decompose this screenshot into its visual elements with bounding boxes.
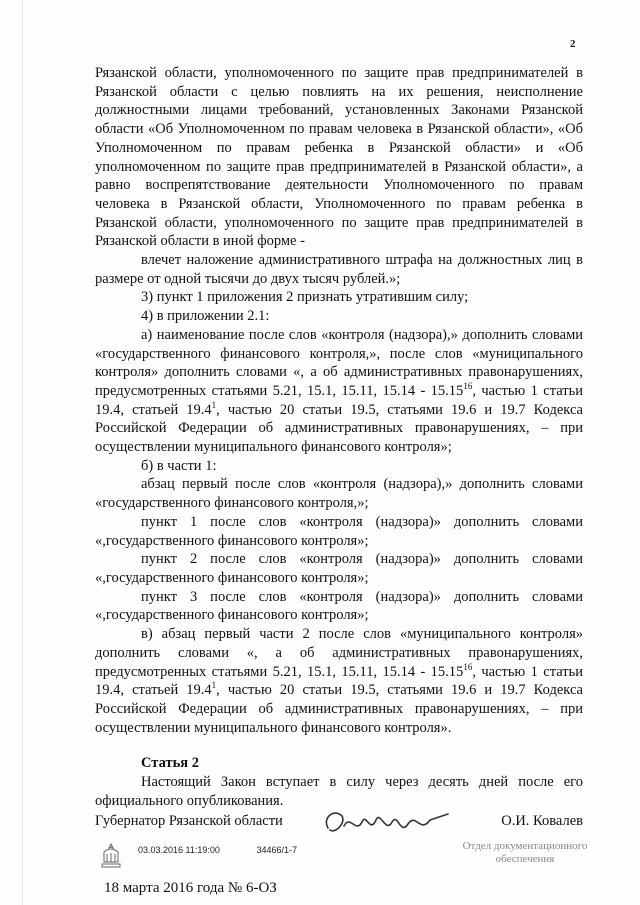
paragraph: пункт 2 после слов «контроля (надзора)» дополнить словами «,государственного финансового контроля»;	[95, 551, 583, 586]
page-number: 2	[570, 38, 576, 50]
handwritten-signature	[320, 800, 470, 850]
emblem-icon	[98, 842, 124, 870]
superscript: 16	[463, 661, 473, 672]
signatory-title: Губернатор Рязанской области	[95, 813, 283, 829]
paragraph: пункт 1 после слов «контроля (надзора)» дополнить словами «,государственного финансового контроля»;	[95, 513, 583, 549]
paragraph: пункт 3 после слов «контроля (надзора)» дополнить словами «,государственного финансового контроля»;	[95, 588, 583, 624]
registration-datetime: 03.03.2016 11:19:00	[138, 845, 220, 855]
text-run: , частью 1 статьи 19.4, статьей 19.4	[95, 663, 584, 699]
superscript: 1	[211, 680, 217, 691]
text-run: , частью 20 статьи 19.5, статьями 19.6 и 19.7 Кодекса Российской Федерации об административных правонарушениях, – при осуществлении муниципального финансового контроля».	[95, 682, 583, 736]
superscript: 16	[463, 381, 473, 392]
paragraph: абзац первый после слов «контроля (надзора),» дополнить словами «государственного финансового контроля,»;	[95, 476, 583, 512]
text-run: , частью 20 статьи 19.5, статьями 19.6 и 19.7 Кодекса Российской Федерации об административных правонарушениях, – при осуществлении муниципального финансового контроля»;	[95, 401, 583, 456]
paragraph: 4) в приложении 2.1:	[141, 308, 270, 325]
scan-edge	[22, 0, 23, 905]
text-run: в) абзац первый части 2 после слов «муниципального контроля» дополнить словами «, а об административных правонарушениях, предусмотренных статьями 5.21, 15.1, 15.11, 15.14 - 15.15	[95, 626, 583, 680]
signatory-name: О.И. Ковалев	[501, 813, 583, 829]
law-date-number: 18 марта 2016 года № 6-ОЗ	[104, 880, 277, 896]
superscript: 1	[211, 399, 217, 410]
paragraph-v	[95, 625, 583, 737]
registration-code: 34466/1-7	[256, 845, 297, 855]
paragraph-a	[95, 326, 583, 457]
stamp-line-2: обеспечения	[495, 853, 555, 865]
registration-meta	[138, 845, 331, 855]
article-heading: Статья 2	[141, 755, 199, 772]
article-text: Настоящий Закон вступает в силу через десять дней после его официального опубликования.	[95, 774, 583, 809]
text-run: а) наименование после слов «контроля (надзора),» дополнить словами «государственного финансового контроля,», после слов «муниципального контроля» дополнить словами «, а об административных правонарушениях, предусмотренных статьями 5.21, 15.1, 15.11, 15.14 - 15.15	[95, 326, 583, 399]
text-run: , частью 1 статьи 19.4, статьей 19.4	[95, 382, 584, 418]
paragraph: 3) пункт 1 приложения 2 признать утратившим силу;	[141, 289, 469, 306]
paragraph: Рязанской области, уполномоченного по защите прав предпринимателей в Рязанской области с целью повлиять на их решения, неисполнение должностными лицами требований, установленных Законами Рязанской области «Об Уполномоченном по правам человека в Рязанской области», «Об Уполномоченном по правам ребенка в Рязанской области» и «Об уполномоченном по защите прав предпринимателей в Рязанской области», а равно воспрепятствование деятельности Уполномоченного по правам человека в Рязанской области, Уполномоченного по правам ребенка в Рязанской области, уполномоченного по защите прав предпринимателей в Рязанской области в иной форме -	[95, 65, 583, 250]
stamp-line-1: Отдел документационного	[462, 840, 588, 852]
paragraph: влечет наложение административного штрафа на должностных лиц в размере от одной тысячи до двух тысяч рублей.»;	[95, 252, 583, 287]
department-stamp	[450, 840, 600, 866]
document-body	[95, 64, 583, 810]
paragraph: б) в части 1:	[141, 457, 217, 474]
